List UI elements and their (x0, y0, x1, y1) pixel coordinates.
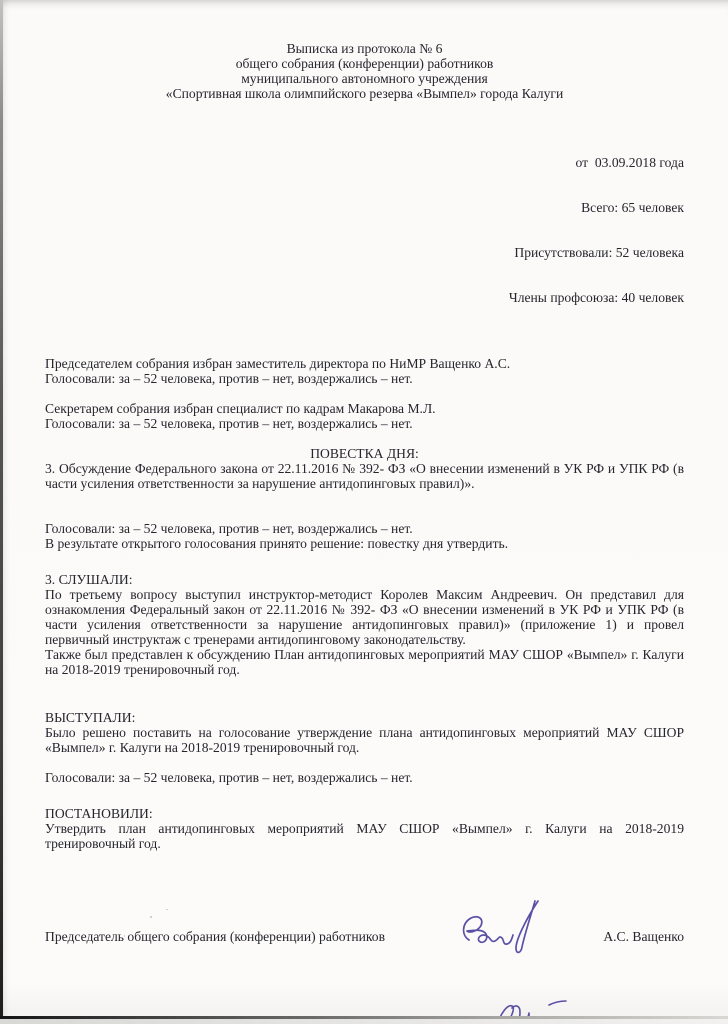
document-title (45, 41, 684, 101)
chairman-signature-ink (447, 895, 549, 965)
scan-speck (150, 916, 152, 918)
meta-total: Всего: 65 человек (581, 200, 684, 215)
scan-speck (166, 909, 168, 910)
resolved-section (45, 806, 684, 851)
meta-union-members: Члены профсоюза: 40 человек (508, 290, 684, 305)
agenda-vote-block (45, 521, 684, 551)
spoke-vote-line: Голосовали: за – 52 человека, против – нет, воздержались – нет. (45, 770, 413, 785)
chairman-signature-row (45, 929, 684, 944)
agenda-item: 3. Обсуждение Федерального закона от 22.11.2016 № 392- ФЗ «О внесении изменений в УК РФ и УПК РФ (в части усиления ответственности за нарушение антидопинговых правил)». (45, 461, 684, 491)
title-line: «Спортивная школа олимпийского резерва «Вымпел» города Калуги (165, 86, 564, 101)
spoke-paragraph: Было решено поставить на голосование утверждение плана антидопинговых мероприятий МАУ СШОР «Вымпел» г. Калуги на 2018-2019 тренировочный год. (45, 725, 684, 755)
chairman-election-paragraph (45, 356, 684, 386)
meta-date: от 03.09.2018 года (575, 155, 684, 170)
chairman-signature-role: Председатель общего собрания (конференции) работников (45, 929, 386, 944)
heard-section (45, 572, 684, 677)
chairman-signature-name: А.С. Ващенко (603, 929, 684, 944)
title-line: муниципального автономного учреждения (241, 71, 488, 86)
secretary-elected-line: Секретарем собрания избран специалист по кадрам Макарова М.Л. (45, 401, 436, 416)
agenda-heading: ПОВЕСТКА ДНЯ: (310, 446, 419, 461)
heard-paragraph-1: По третьему вопросу выступил инструктор-методист Королев Максим Андреевич. Он представил для ознакомления Федеральный закон от 22.11.2016 № 392- ФЗ «О внесении изменений в УК РФ и УПК РФ (в части усиления ответственности за нарушение антидопинговых правил)» (приложение 1) и провел первичный инструктаж с тренерами антидопинговому законодательству. (45, 587, 684, 647)
scan-edge-bottom-strip (0, 1019, 728, 1024)
secretary-election-paragraph (45, 401, 684, 431)
spoke-section (45, 710, 684, 785)
agenda-result-line: В результате открытого голосования принято решение: повестку дня утвердить. (45, 536, 509, 551)
agenda-vote-line: Голосовали: за – 52 человека, против – нет, воздержались – нет. (45, 521, 413, 536)
title-line: Выписка из протокола № 6 (286, 41, 443, 56)
heard-paragraph-2: Также был представлен к обсуждению План антидопинговых мероприятий МАУ СШОР «Вымпел» г. Калуги на 2018-2019 тренировочный год. (45, 647, 684, 677)
document-content (45, 41, 684, 1024)
chairman-elected-line: Председателем собрания избран заместитель директора по НиМР Ващенко А.С. (45, 356, 511, 371)
meta-present: Присутствовали: 52 человека (514, 245, 684, 260)
scan-speck (124, 935, 125, 937)
resolved-paragraph: Утвердить план антидопинговых мероприятий МАУ СШОР «Вымпел» г. Калуги на 2018-2019 тренировочный год. (45, 821, 684, 851)
spoke-heading: ВЫСТУПАЛИ: (45, 710, 136, 725)
title-line: общего собрания (конференции) работников (235, 56, 494, 71)
meeting-meta (45, 125, 684, 335)
scan-edge-left (0, 0, 3, 1024)
chairman-vote-line: Голосовали: за – 52 человека, против – нет, воздержались – нет. (45, 371, 413, 386)
heard-heading: 3. СЛУШАЛИ: (45, 572, 133, 587)
resolved-heading: ПОСТАНОВИЛИ: (45, 806, 153, 821)
secretary-vote-line: Голосовали: за – 52 человека, против – нет, воздержались – нет. (45, 416, 413, 431)
